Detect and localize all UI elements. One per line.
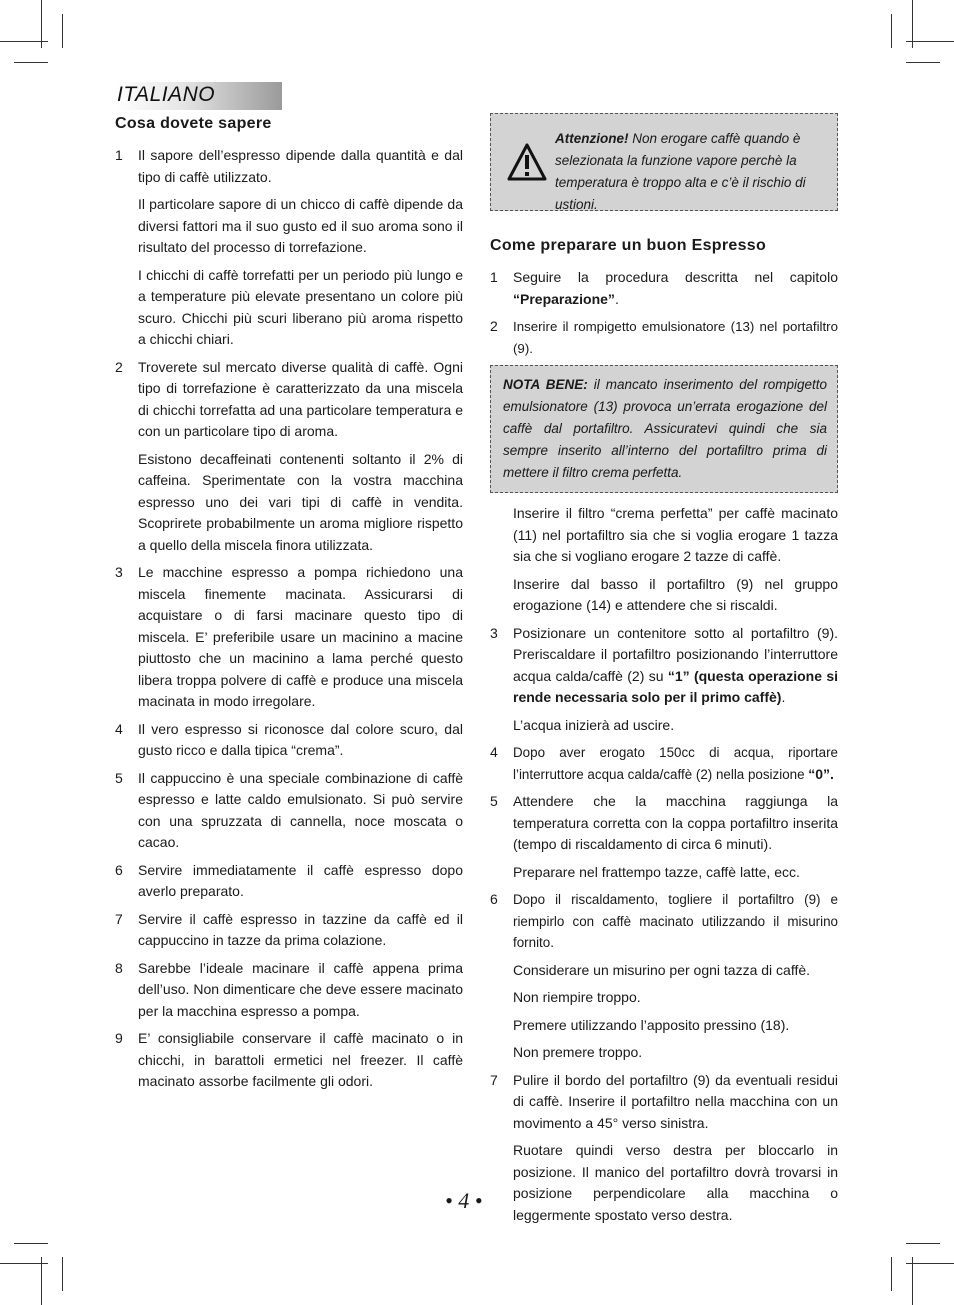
language-tab	[115, 82, 282, 110]
list-item: 4 Il vero espresso si riconosce dal colore scuro, dal gusto ricco e dalla tipica “crema”.	[115, 720, 463, 758]
warning-text: Attenzione! Non erogare caffè quando è selezionata la funzione vapore perchè la temperatura è troppo alta e c’è il rischio di ustioni.	[555, 131, 806, 212]
list-item: 4 Dopo aver erogato 150cc di acqua, riportare l’interruttore acqua calda/caffè (2) nella posizione “0”.	[490, 744, 838, 782]
step-detail: Inserire il filtro “crema perfetta” per caffè macinato (11) nel portafiltro sia che si voglia erogare 1 tazza sia che si vogliano erogare 2 tazze di caffè.	[513, 505, 838, 564]
section-title: Cosa dovete sapere	[115, 115, 272, 132]
page-number: • 4 •	[445, 1188, 483, 1213]
list-item: 1 Il sapore dell’espresso dipende dalla quantità e dal tipo di caffè utilizzato. Il particolare sapore di un chicco di caffè dipende da diversi fattori ma il suo gusto ed il suo aroma sono il risultato del processo di torrefazione. I chicchi di caffè torrefatti per un periodo più lungo e a temperature più elevate presentano un colore più scuro. Chicchi più scuri liberano più aroma rispetto a chicchi chiari.	[115, 147, 463, 347]
list-item: 3 Le macchine espresso a pompa richiedono una miscela finemente macinata. Assicurarsi di acquistare o di farsi macinare questo tipo di miscela. E’ preferibile usare un macinino a macine piuttosto che un macinino a lama perché questo libera troppa polvere di caffè e produce una miscela macinata in modo irregolare.	[115, 564, 463, 709]
step-detail: Considerare un misurino per ogni tazza di caffè.	[513, 961, 811, 978]
list-item: 7 Servire il caffè espresso in tazzine da caffè ed il cappuccino in tazze da prima colazione.	[115, 910, 463, 948]
list-item: 2 Troverete sul mercato diverse qualità di caffè. Ogni tipo di torrefazione è caratterizzato da una miscela di chicchi torrefatta ad una particolare temperatura e con un particolare tipo di aroma. Esistono decaffeinati contenenti soltanto il 2% di caffeina. Sperimentate con la vostra macchina espresso uno dei vari tipi di caffè in vendita. Scoprirete probabilmente un aroma migliore rispetto a quello della miscela finora utilizzata.	[115, 358, 463, 553]
list-item: 5 Il cappuccino è una speciale combinazione di caffè espresso e latte caldo emulsionato. Si può servire con una spruzzata di cannella, noce moscata o cacao.	[115, 769, 463, 850]
list-item: 2 Inserire il rompigetto emulsionatore (13) nel portafiltro (9).	[490, 318, 838, 356]
warning-box	[490, 113, 838, 211]
list-item: 8 Sarebbe l’ideale macinare il caffè appena prima dell’uso. Non dimenticare che deve essere macinato per la macchina espresso a pompa.	[115, 959, 463, 1019]
language-label: ITALIANO	[117, 83, 216, 106]
right-column	[490, 113, 838, 1232]
step-detail: Non riempire troppo.	[513, 989, 641, 1005]
step-detail: L’acqua inizierà ad uscire.	[513, 716, 675, 733]
list-item: 6 Servire immediatamente il caffè espresso dopo averlo preparato.	[115, 861, 463, 899]
list-item: 6 Dopo il riscaldamento, togliere il portafiltro (9) e riempirlo con caffè macinato utilizzando il misurino fornito.	[490, 891, 838, 950]
list-item: 3 Posizionare un contenitore sotto al portafiltro (9). Preriscaldare il portafiltro posizionando l’interruttore acqua calda/caffè (2) su “1” (questa operazione si rende necessaria solo per il primo caffè).	[490, 624, 838, 705]
warning-triangle-icon	[507, 142, 547, 182]
step-detail: Inserire dal basso il portafiltro (9) nel gruppo erogazione (14) e attendere che si riscaldi.	[513, 575, 838, 613]
left-list	[115, 145, 463, 1093]
step-detail: Ruotare quindi verso destra per bloccarlo in posizione. Il manico del portafiltro dovrà trovarsi in posizione perpendicolare alla macchina o leggermente spostato verso destra.	[513, 1142, 838, 1223]
list-item: 1 Seguire la procedura descritta nel capitolo “Preparazione”.	[490, 269, 838, 307]
left-column	[115, 113, 463, 1099]
note-box: NOTA BENE: il mancato inserimento del rompigetto emulsionatore (13) provoca un’errata erogazione del caffè dal portafiltro. Assicuratevi quindi che sia sempre inserito all’interno del portafiltro prima di mettere il filtro crema perfetta.	[490, 365, 838, 493]
list-item: 7 Pulire il bordo del portafiltro (9) da eventuali residui di caffè. Inserire il portafiltro nella macchina con un movimento a 45° verso sinistra.	[490, 1071, 838, 1131]
list-item: 9 E’ consigliabile conservare il caffè macinato o in chicchi, in barattoli ermetici nel freezer. Il caffè macinato assorbe facilmente gli odori.	[115, 1030, 463, 1089]
step-detail: Preparare nel frattempo tazze, caffè latte, ecc.	[513, 863, 800, 880]
step-detail: Non premere troppo.	[513, 1044, 643, 1060]
section-title: Come preparare un buon Espresso	[490, 237, 767, 254]
step-detail: Premere utilizzando l’apposito pressino (18).	[513, 1016, 790, 1033]
list-item: 5 Attendere che la macchina raggiunga la temperatura corretta con la coppa portafiltro inserita (tempo di riscaldamento di circa 6 minuti).	[490, 793, 838, 852]
